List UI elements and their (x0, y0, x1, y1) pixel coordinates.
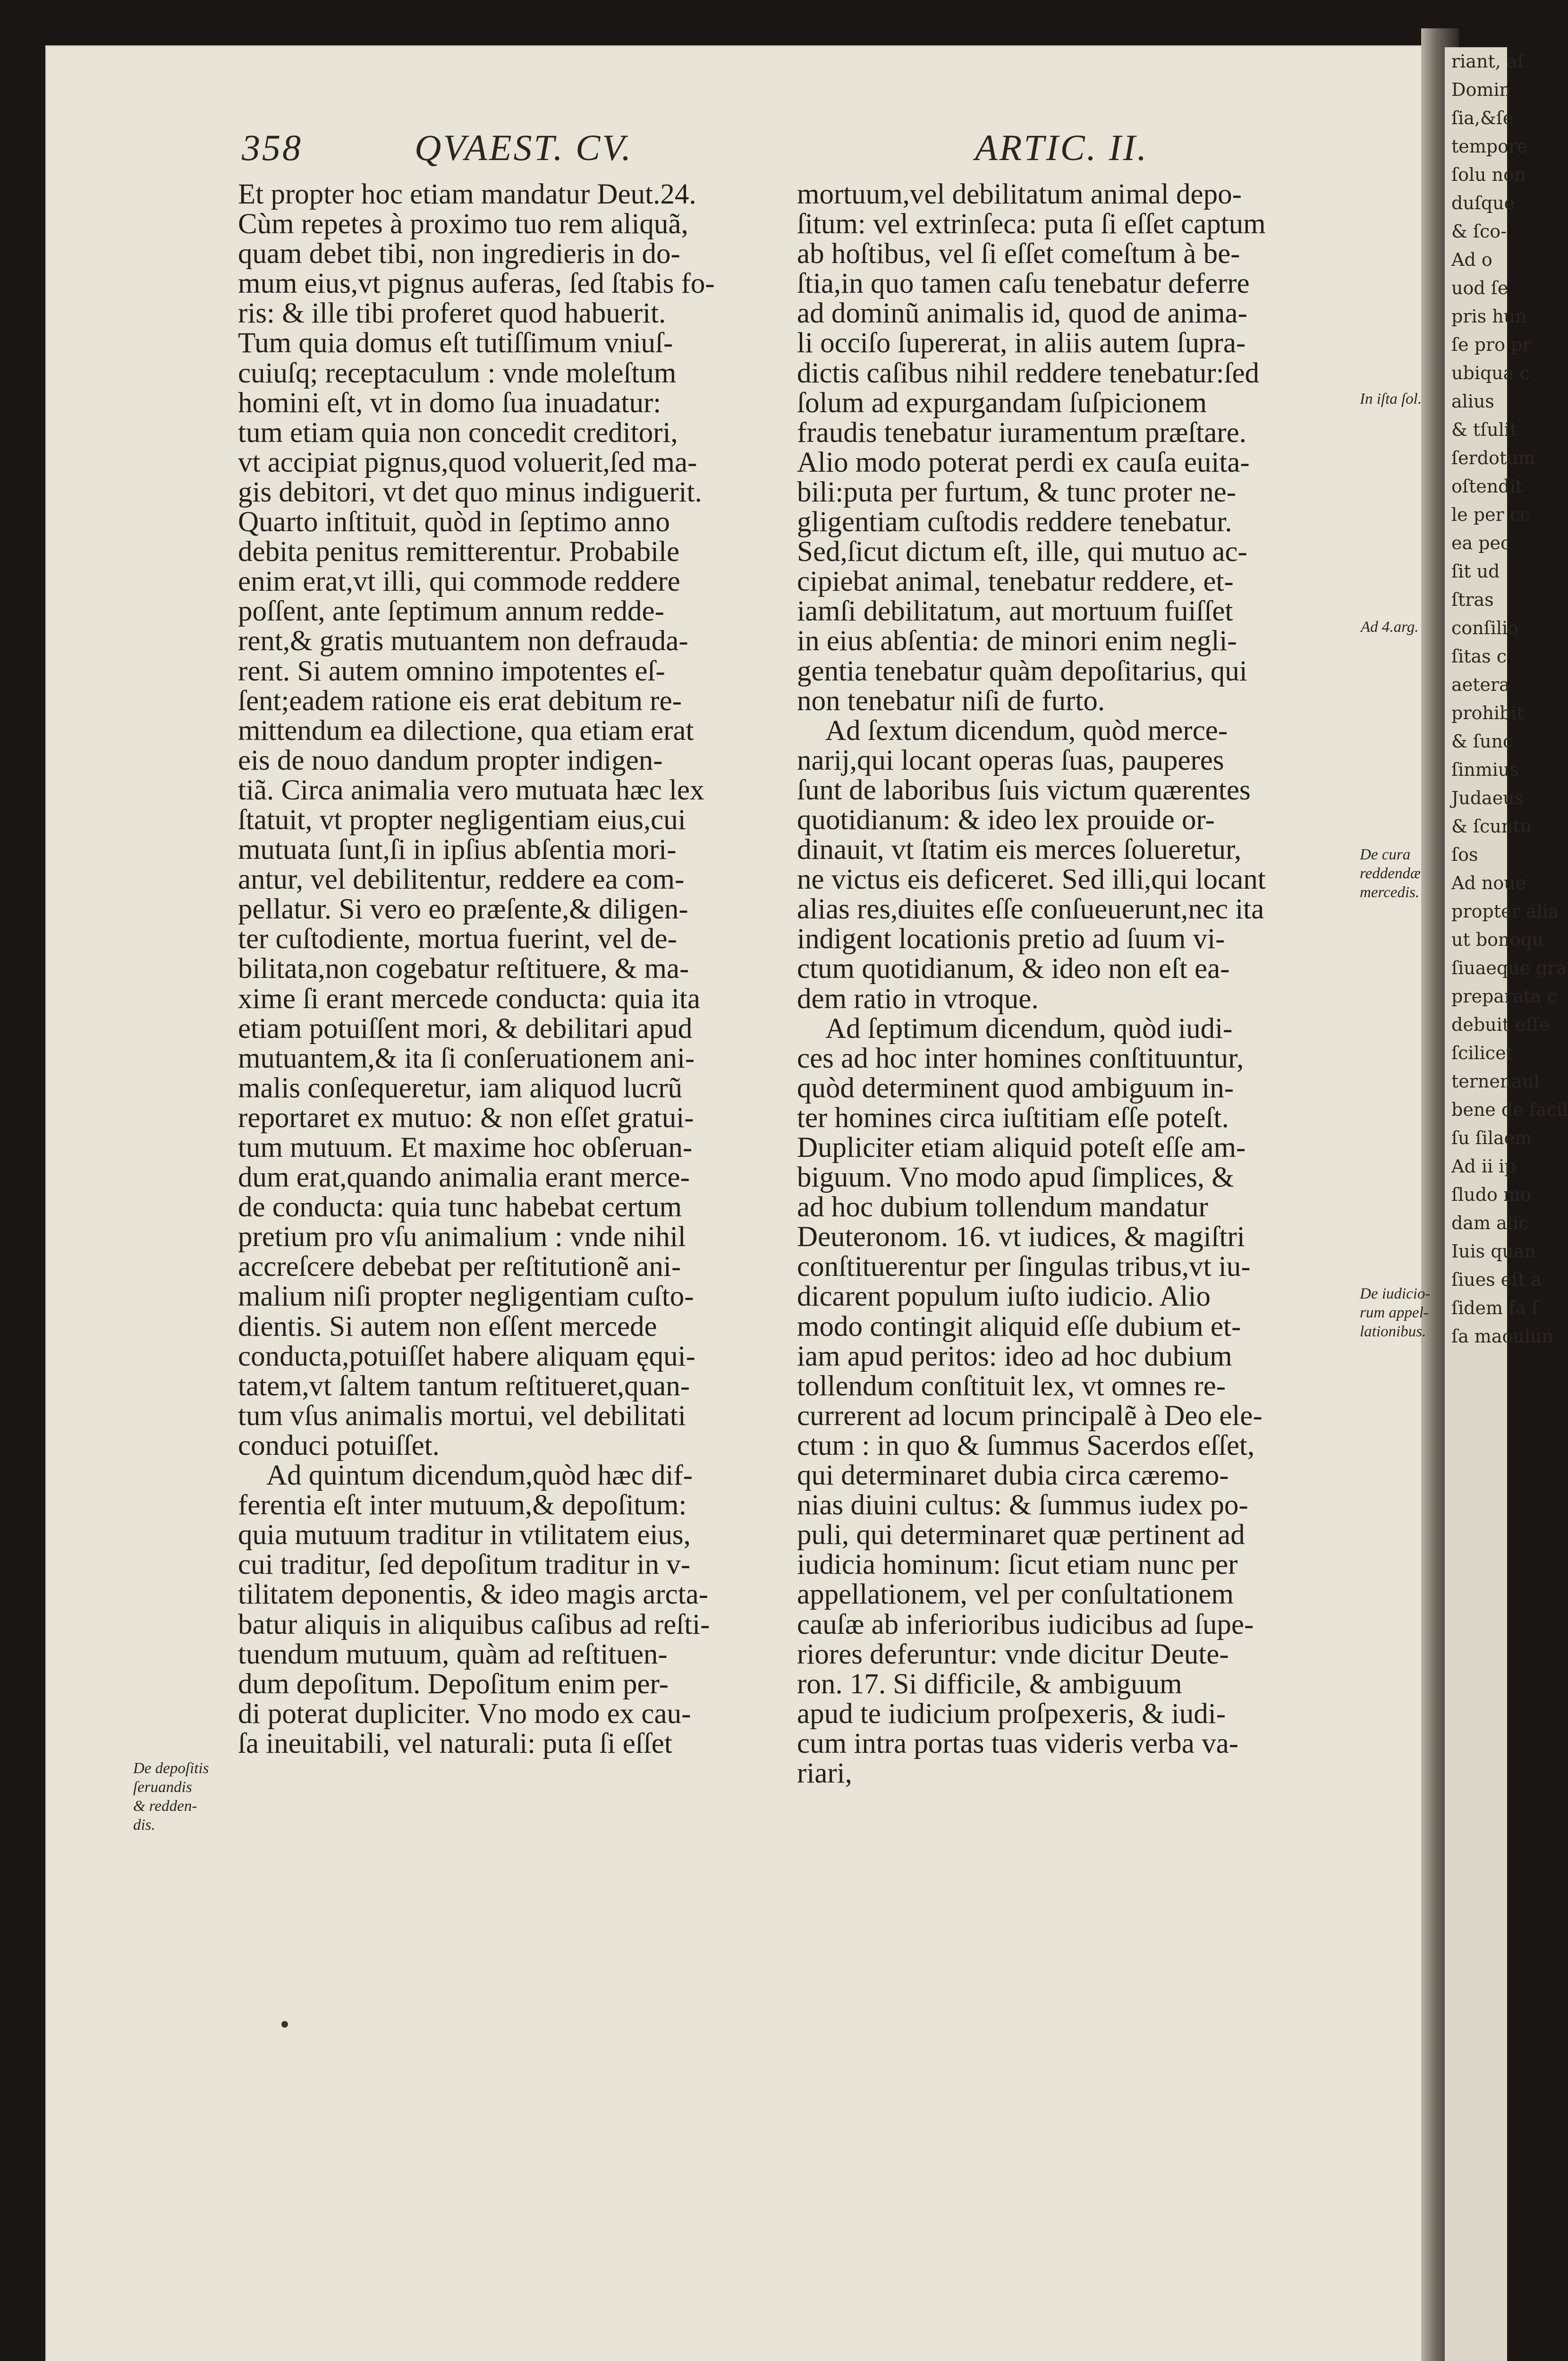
facing-page-fragment: le per cc (1451, 504, 1530, 525)
facing-page-fragment: ſidem fa ſ (1451, 1298, 1539, 1318)
facing-page-fragment: Iuis quan (1451, 1241, 1536, 1262)
facing-page-fragment: Judaeus (1451, 788, 1524, 808)
facing-page-fragment: ſos (1451, 844, 1478, 865)
facing-page-fragment: oſtendit (1451, 476, 1523, 497)
facing-page-fragment: tempore (1451, 136, 1528, 157)
facing-page-fragment: ut bonoqu (1451, 929, 1544, 950)
right-paragraph-1: mortuum,vel debilitatum animal depo- ſitum: vel extrinſeca: puta ſi eſſet captum ab hoſtibus, vel ſi eſſet comeſtum à be- ſtia,in quo tamen caſu tenebatur deferre ad dominũ animalis id, quod de anima- li occiſo ſupererat, in aliis autem ſupra- dictis caſibus nihil reddere tenebatur:ſed ſolum ad expurgandam ſuſpicionem fraudis tenebatur iuramentum præſtare. Alio modo poterat perdi ex cauſa euita- bili:puta per furtum, & tunc proter ne- gligentiam cuſtodis reddere tenebatur. Sed,ſicut dictum eſt, ille, qui mutuo ac- cipiebat animal, tenebatur reddere, et- iamſi debilitatum, aut mortuum fuiſſet in eius abſentia: de minori enim negli- gentia tenebatur quàm depoſitarius, qui non tenebatur niſi de furto. (797, 178, 1266, 717)
right-text-column (797, 179, 1347, 1788)
facing-page-fragment: ſolu non (1451, 164, 1526, 185)
facing-page-fragment: uod ſe (1451, 278, 1509, 298)
facing-page-fragment: & ſcuntu (1451, 816, 1532, 837)
facing-page-fragment: ſit ud (1451, 561, 1500, 582)
facing-page-fragment: duſque (1451, 193, 1515, 213)
facing-page-fragment: ternenaul (1451, 1071, 1540, 1092)
facing-page-fragment: & ſco- (1451, 221, 1507, 242)
facing-page-fragment: propter alia (1451, 901, 1559, 922)
facing-page-fragment: riant, aſ (1451, 51, 1524, 72)
left-text-column (238, 179, 781, 1758)
facing-page-fragment: Domin (1451, 79, 1511, 100)
facing-page-fragment: Ad noue (1451, 873, 1526, 893)
running-head-question: QVAEST. CV. (415, 127, 633, 168)
facing-page-fragment: ſcilicet (1451, 1043, 1513, 1063)
facing-page-fragment: conſilio (1451, 618, 1519, 638)
facing-page-fragment: alius (1451, 391, 1494, 412)
facing-page-fragment: ſia,&ſe (1451, 108, 1514, 128)
facing-page-fragment: ſerdotum (1451, 448, 1535, 468)
margin-note-ad-4: Ad 4.arg. (1361, 619, 1419, 636)
right-paragraph-3: Ad ſeptimum dicendum, quòd iudi- ces ad hoc inter homines conſtituuntur, quòd determinent quod ambiguum in- ter homines circa iuſtitiam eſſe poteſt. Dupliciter etiam aliquid poteſt eſſe am- biguum. Vno modo apud ſimplices, & ad hoc dubium tollendum mandatur Deuteronom. 16. vt iudices, & magiſtri conſtituerentur per ſingulas tribus,vt iu- dicarent populum iuſto iudicio. Alio modo contingit aliquid eſſe dubium et- iam apud peritos: ideo ad hoc dubium tollendum conſtituit lex, vt omnes re- currerent ad locum principalẽ à Deo ele- ctum : in quo & ſummus Sacerdos eſſet, qui determinaret dubia circa cæremo- nias diuini cultus: & ſummus iudex po- puli, qui determinaret quæ pertinent ad iudicia hominum: ſicut etiam nunc per appellationem, vel per conſultationem cauſæ ab inferioribus iudicibus ad ſupe- riores deferuntur: vnde dicitur Deute- ron. 17. Si difficile, & ambiguum apud te iudicium proſpexeris, & iudi- cum intra portas tuas videris verba va- riari, (797, 1012, 1263, 1789)
margin-note-mercede: De cura reddendæ mercedis. (1360, 846, 1421, 901)
facing-page-fragment: ſtras (1451, 589, 1494, 610)
facing-page-fragment: & tſulit (1451, 419, 1517, 440)
facing-page-fragment: ſu ſilaem (1451, 1128, 1532, 1148)
facing-page-fragment: pris hun (1451, 306, 1527, 327)
facing-page-edge (1445, 47, 1568, 2361)
margin-note-in-ista: In iſta ſol. (1360, 391, 1422, 408)
facing-page-fragment: ſe pro pr (1451, 334, 1531, 355)
facing-page-fragment: ſinmius (1451, 759, 1519, 780)
left-paragraph-2: Ad quintum dicendum,quòd hæc dif- ferentia eſt inter mutuum,& depoſitum: quia mutuum traditur in vtilitatem eius, cui traditur, ſed depoſitum traditur in v- tilitatem deponentis, & ideo magis arcta- batur aliquis in aliquibus caſibus ad reſti- tuendum mutuum, quàm ad reſtituen- dum depoſitum. Depoſitum enim per- di poterat dupliciter. Vno modo ex cau- ſa ineuitabili, vel naturali: puta ſi eſſet (238, 1460, 710, 1759)
facing-page-fragment: dam alic (1451, 1213, 1529, 1233)
facing-page-fragment: ſiuaeque gra (1451, 958, 1567, 978)
facing-page-fragment: preparata c (1451, 986, 1558, 1007)
facing-page-fragment: ea pec (1451, 533, 1511, 553)
facing-page-fragment: ſludo mo (1451, 1184, 1531, 1205)
margin-note-iudicum: De iudicio- rum appel- lationibus. (1360, 1285, 1431, 1340)
facing-page-fragment: ſiues eſt a (1451, 1269, 1542, 1290)
page-number: 358 (242, 127, 303, 168)
facing-page-fragment: aetera (1451, 674, 1510, 695)
facing-page-fragment: Ad ii ip (1451, 1156, 1516, 1177)
facing-page-fragment: ubiqua c (1451, 363, 1530, 383)
facing-page-fragment: debuit eſſe (1451, 1014, 1550, 1035)
ink-speck (281, 2021, 288, 2028)
facing-page-fragment: & ſunc (1451, 731, 1513, 752)
right-paragraph-2: Ad ſextum dicendum, quòd merce- narij,qui locant operas ſuas, pauperes ſunt de laboribus ſuis victum quærentes quotidianum: & ideo lex prouide or- dinauit, vt ſtatim eis merces ſolueretur, ne victus eis deficeret. Sed illi,qui locant alias res,diuites eſſe conſueuerunt,nec ita indigent locationis pretio ad ſuum vi- ctum quotidianum, & ideo non eſt ea- dem ratio in vtroque. (797, 714, 1266, 1015)
facing-page-fragment: Ad o (1451, 249, 1492, 270)
facing-page-fragment: prohibit (1451, 703, 1524, 723)
facing-page-fragment: ſa maoulun (1451, 1326, 1553, 1347)
margin-note-deposit: De depoſitis ſeruandis & redden- dis. (133, 1760, 209, 1834)
running-head-article: ARTIC. II. (975, 127, 1149, 168)
left-paragraph-1: Et propter hoc etiam mandatur Deut.24. Cùm repetes à proximo tuo rem aliquã, quam debet tibi, non ingredieris in do- mum eius,vt pignus auferas, ſed ſtabis fo- ris: & ille tibi proferet quod habuerit. Tum quia domus eſt tutiſſimum vniuſ- cuiuſq; receptaculum : vnde moleſtum homini eſt, vt in domo ſua inuadatur: tum etiam quia non concedit creditori, vt accipiat pignus,quod voluerit,ſed ma- gis debitori, vt det quo minus indiguerit. Quarto inſtituit, quòd in ſeptimo anno debita penitus remitterentur. Probabile enim erat,vt illi, qui commode reddere poſſent, ante ſeptimum annum redde- rent,& gratis mutuantem non defrauda- rent. Si autem omnino impotentes eſ- ſent;eadem ratione eis erat debitum re- mittendum ea dilectione, qua etiam erat eis de nouo dandum propter indigen- tiã. Circa animalia vero mutuata hæc lex ſtatuit, vt propter negligentiam eius,cui mutuata ſunt,ſi in ipſius abſentia mori- antur, vel debilitentur, reddere ea com- pellatur. Si vero eo præſente,& diligen- ter cuſtodiente, mortua fuerint, vel de- bilitata,non cogebatur reſtituere, & ma- xime ſi erant mercede conducta: quia ita etiam potuiſſent mori, & debilitari apud mutuantem,& ita ſi conſeruationem ani- malis conſequeretur, iam aliquod lucrũ reportaret ex mutuo: & non eſſet gratui- tum mutuum. Et maxime hoc obſeruan- dum erat,quando animalia erant merce- de conducta: quia tunc habebat certum pretium pro vſu animalium : vnde nihil accreſcere debebat per reſtitutionẽ ani- malium niſi propter negligentiam cuſto- dientis. Si autem non eſſent mercede conducta,potuiſſet habere aliquam ęqui- tatem,vt ſaltem tantum reſtitueret,quan- tum vſus animalis mortui, vel debilitati conduci potuiſſet. (238, 178, 715, 1461)
facing-page-fragment: ſitas c (1451, 646, 1507, 667)
facing-page-fragment: bene de facil (1451, 1099, 1568, 1120)
